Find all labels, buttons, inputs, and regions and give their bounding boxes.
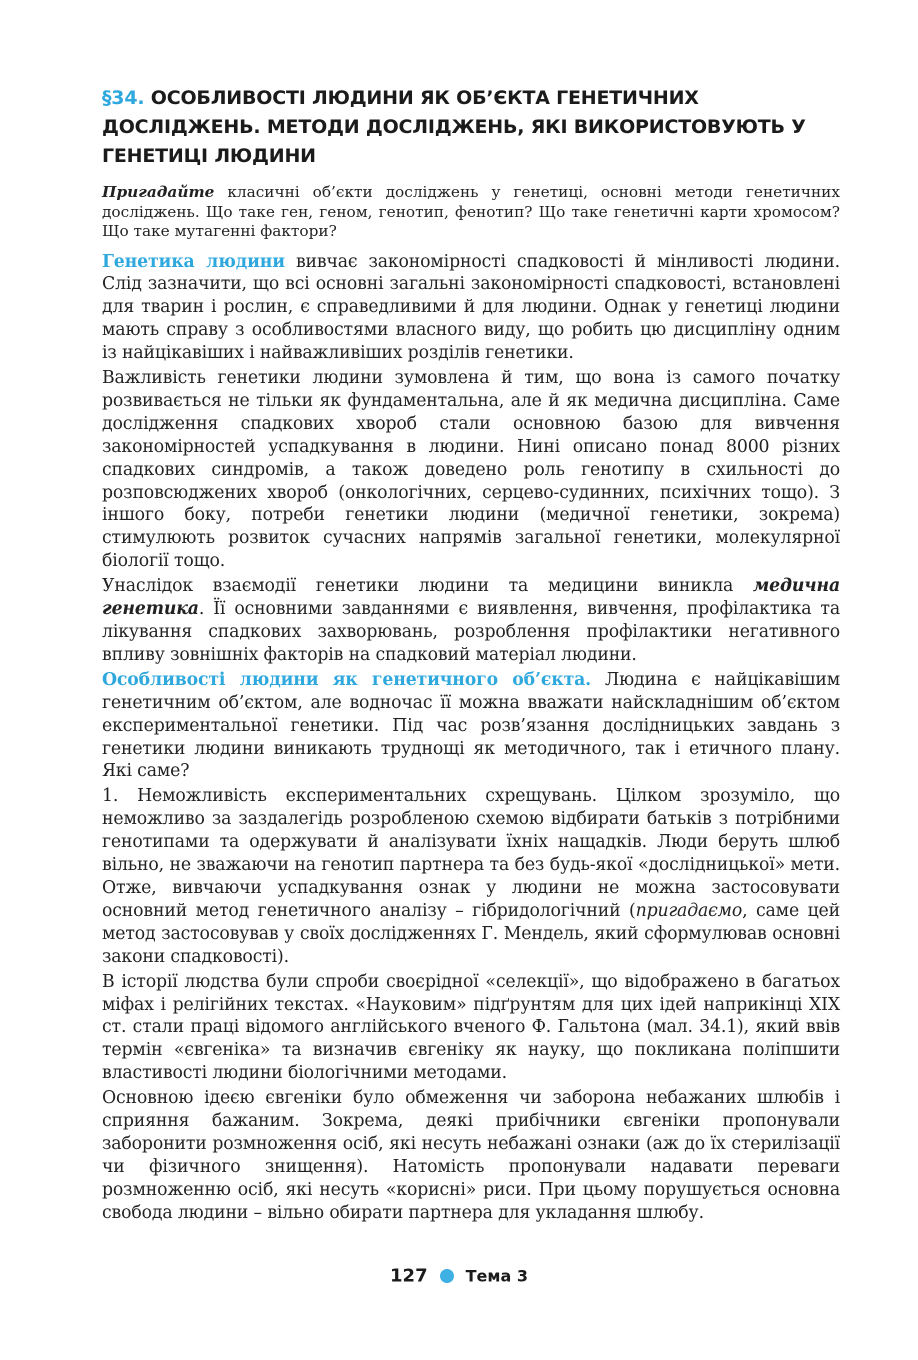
paragraph-2: Важливість генетики людини зумовлена й тим, що вона із самого початку розвивається не тільки як фундаментальна, але й як медична дисципліна. Саме дослідження спадкових хвороб стали основною базою для вивчення закономірностей успадкування в людини. Нині описано понад 8000 різних спадкових синдромів, а також доведено роль генотипу в схильності до розповсюджених хвороб (онкологічних, серцево-судинних, психічних тощо). З іншого боку, потреби генетики людини (медичної генетики, зокрема) стимулюють розвиток сучасних напрямів загальної генетики, молекулярної біології тощо.	[102, 368, 840, 572]
bullet-dot-icon	[440, 1269, 454, 1283]
section-number: §34.	[102, 87, 145, 109]
recall-text: класичні об’єкти досліджень у генетиці, основні методи генетичних досліджень. Що таке ген, геном, генотип, фенотип? Що таке генетичні карти хромосом? Що таке мутагенні фактори?	[102, 183, 840, 240]
recall-box	[102, 183, 840, 242]
topic-label: Тема 3	[465, 1266, 528, 1286]
paragraph-7: Основною ідеєю євгеніки було обмеження чи заборона небажаних шлюбів і сприяння бажаним. Зокрема, деякі прибічники євгеніки пропонували заборонити розмноження осіб, які несуть небажані ознаки (аж до їх стерилізації чи фізичного знищення). Натомість пропонували надавати переваги розмноженню осіб, які несуть «корисні» риси. При цьому порушується основна свобода людини – вільно обирати партнера для укладання шлюбу.	[102, 1088, 840, 1223]
term-human-genetics: Генетика людини	[102, 251, 285, 272]
page-number: 127	[390, 1265, 428, 1287]
page-content	[102, 84, 840, 1227]
paragraph-4-text: Людина є найцікавішим генетичним об’єктом, але водночас її можна вважати найскладнішим об’єктом експериментальної генетики. Під час розв’язання дослідницьких завдань з генетики людини виникають труднощі як методичного, так і етичного плану. Які саме?	[102, 669, 840, 782]
section-title: ОСОБЛИВОСТІ ЛЮДИНИ ЯК ОБ’ЄКТА ГЕНЕТИЧНИХ ДОСЛІДЖЕНЬ. МЕТОДИ ДОСЛІДЖЕНЬ, ЯКІ ВИКОРИСТОВУЮТЬ У ГЕНЕТИЦІ ЛЮДИНИ	[102, 87, 806, 167]
page-footer	[0, 1265, 918, 1287]
term-medical-genetics: медична генетика	[102, 576, 840, 620]
paragraph-6: В історії людства були спроби своєрідної «селекції», що відображено в багатьох міфах і релігійних текстах. «Науковим» підґрунтям для цих ідей наприкінці XIX ст. стали праці відомого англійського вченого Ф. Гальтона (мал. 34.1), який ввів термін «євгеніка» та визначив євгеніку як науку, що покликана поліпшити властивості людини біологічними методами.	[102, 971, 840, 1084]
paragraph-3-text-b: . Її основними завданнями є виявлення, вивчення, профілактика та лікування спадкових захворювань, розроблення профілактики негативного впливу зовнішніх факторів на спадковий матеріал людини.	[102, 599, 840, 665]
recall-lead: Пригадайте	[102, 183, 215, 201]
term-human-features: Особливості людини як генетичного об’єкта.	[102, 669, 592, 690]
paragraph-4	[102, 669, 840, 784]
paragraph-5	[102, 785, 840, 968]
paragraph-3-text-a: Унаслідок взаємодії генетики людини та медицини виникла	[102, 576, 753, 597]
paragraph-3	[102, 575, 840, 667]
recall-italic: пригадаємо	[635, 900, 743, 921]
section-heading	[102, 84, 840, 171]
paragraph-1	[102, 251, 840, 366]
paragraph-5-text-a: 1. Неможливість експериментальних схрещувань. Цілком зрозуміло, що неможливо за заздалегідь розробленою схемою відбирати батьків з потрібними генотипами та одержувати й аналізувати їхніх нащадків. Люди беруть шлюб вільно, не зважаючи на генотип партнера та без будь-якої «дослідницької» мети. Отже, вивчаючи успадкування ознак у людини не можна застосовувати основний метод генетичного аналізу – гібридологічний (	[102, 786, 840, 921]
paragraph-5-text-b: , саме цей метод застосовував у своїх дослідженнях Г. Мендель, який сформулював основні закони спадковості).	[102, 900, 840, 967]
paragraph-1-text: вивчає закономірності спадковості й мінливості людини. Слід зазначити, що всі основні загальні закономірності спадковості, встановлені для тварин і рослин, є справедливими й для людини. Однак у генетиці людини мають справу з особливостями власного виду, що робить цю дисципліну одним із найцікавіших і найважливіших розділів генетики.	[102, 251, 840, 364]
